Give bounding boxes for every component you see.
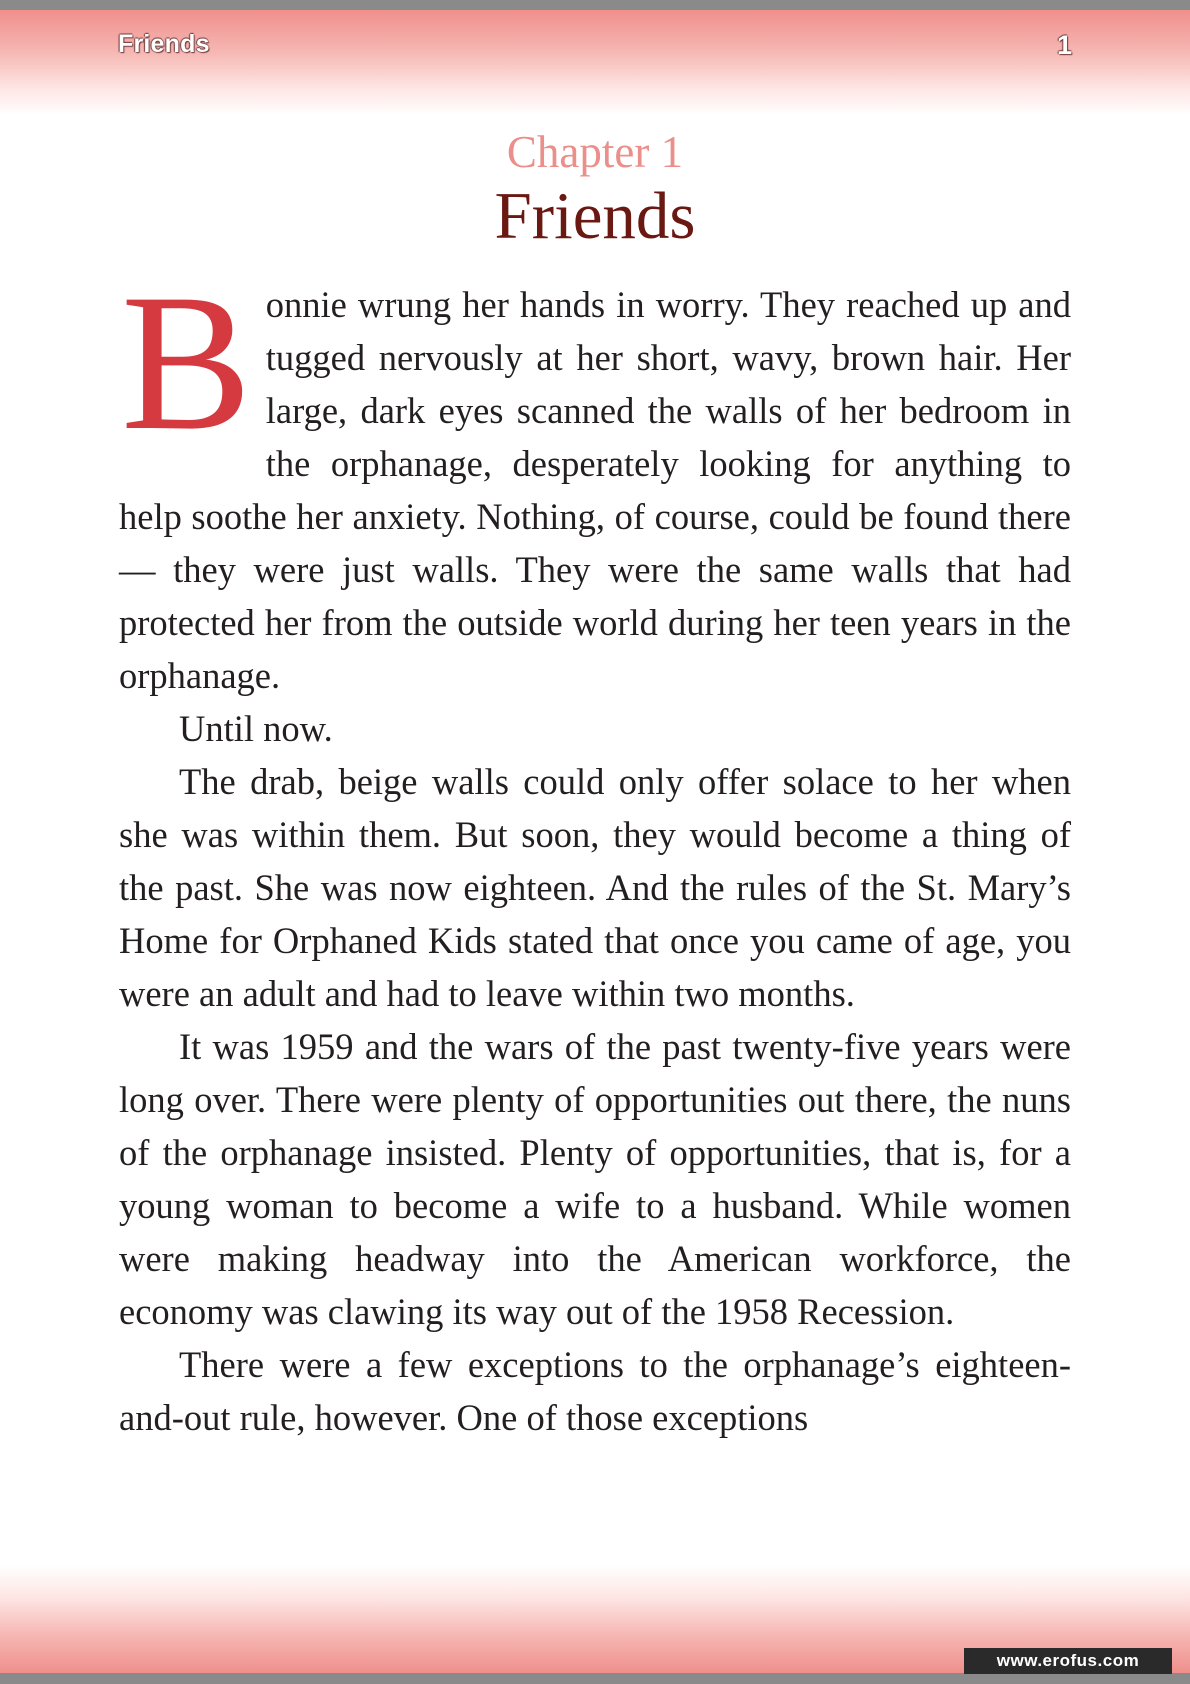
chapter-label: Chapter 1 [506,127,684,177]
drop-cap: B [121,254,252,471]
chapter-title: Friends [494,179,696,253]
bottom-border [0,1673,1190,1684]
paragraph-1 [119,254,1071,702]
watermark: www.erofus.com [964,1648,1172,1674]
header-band [0,10,1190,115]
paragraph-3: The drab, beige walls could only offer solace to her when she was within them. But soon, they would become a thing of the past. She was now eighteen. And the rules of the St. Mary’s Home for Orphaned Kids stated that once you came of age, you were an adult and had to leave within two months. [119,761,1071,1014]
paragraph-2: Until now. [179,708,333,749]
page-number: 1 [1056,30,1072,60]
running-head: Friends [118,30,210,58]
paragraph-4: It was 1959 and the wars of the past twenty-five years were long over. There were plenty of opportunities out there, the nuns of the orphanage insisted. Plenty of opportunities, that is, for a young woman to become a wife to a husband. While women were making headway into the American workforce, the economy was clawing its way out of the 1958 Recession. [119,1026,1071,1332]
paragraph-5: There were a few exceptions to the orphanage’s eighteen-and-out rule, however. One of those exceptions [119,1344,1071,1438]
paragraph-1-text: onnie wrung her hands in worry. They reached up and tugged nervously at her short, wavy, brown hair. Her large, dark eyes scanned the walls of her bedroom in the orphanage, desperately looking for anything to help soothe her anxiety. Nothing, of course, could be found there — they were just walls. They were the same walls that had protected her from the outside world during her teen years in the orphanage. [119,284,1071,696]
body-text [119,254,1071,1444]
top-border [0,0,1190,10]
